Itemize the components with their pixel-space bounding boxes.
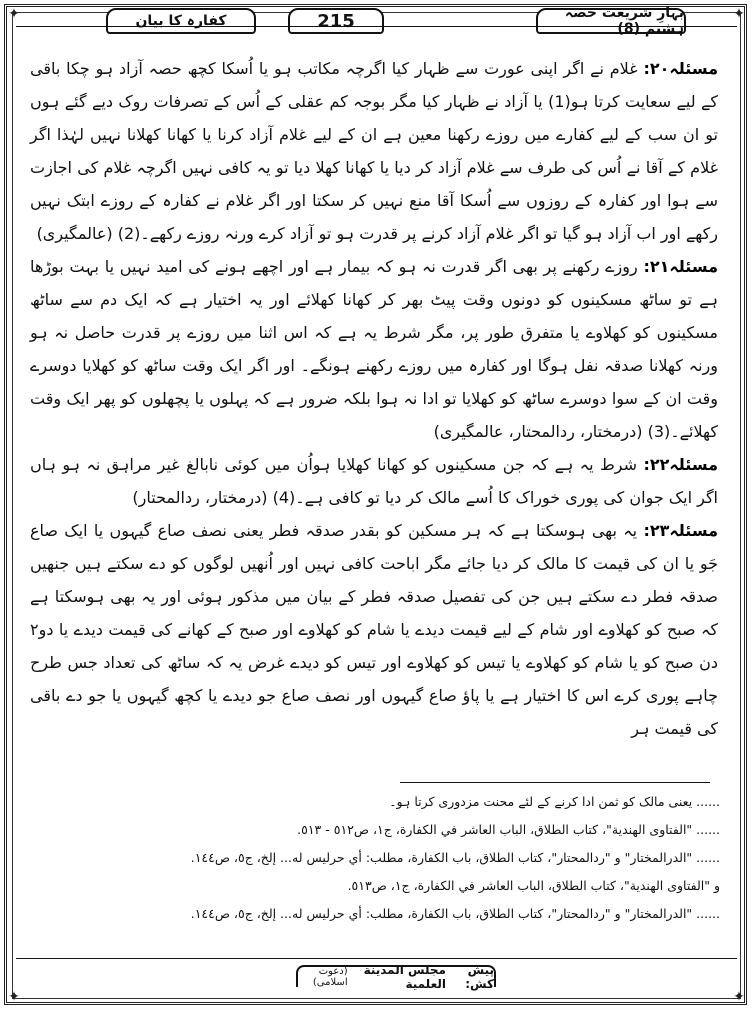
footnote: ...... "الدرالمختار" و "ردالمحتار"، كتاب الطلاق، باب الكفارة، مطلب: أي حرليس له... إلخ، ج٥، ص١٤٤. — [190, 906, 720, 921]
corner-ornament-icon: ✦ — [8, 989, 20, 1005]
page-footer — [16, 958, 737, 991]
corner-ornament-icon: ✦ — [733, 6, 745, 22]
footnote: ...... "الفتاوی الهندية"، كتاب الطلاق، الباب العاشر في الكفارة، ج١، ص٥١٢ - ٥١٣. — [297, 822, 720, 837]
footnote: ...... "الدرالمختار" و "ردالمحتار"، كتاب الطلاق، باب الكفارة، مطلب: أي حرليس له... إلخ، ج٥، ص١٤٤. — [190, 850, 720, 865]
paragraph-text: یہ بھی ہوسکتا ہے کہ ہر مسکین کو بقدر صدقہ فطر یعنی نصف صاع گیہوں یا ایک صاع جَو یا ان کی قیمت کا مالک کر دیا جائے مگر اباحت کافی نہیں اور اُنھیں لوگوں کو دے سکتے ہیں جنھیں صدقہ فطر دے سکتے ہیں جن کی تفصیل صدقہ فطر کے بیان میں مذکور ہوئی اور یہ بھی ہوسکتا ہے کہ صبح کو کھلاوے اور شام کے لیے قیمت دیدے یا شام کو کھلاوے اور صبح کے کھانے کی قیمت دیدے یا دو۲ دن صبح کو یا شام کو کھلاوے یا تیس کو کھلاوے اور تیس کو دیدے غرض یہ کہ ساٹھ کی تعداد جس طرح چاہے پوری کرے اس کا اختیار ہے یا پاؤ صاع گیہوں اور نصف صاع جو دیدے یا کچھ گیہوں یا جو دے باقی کی قیمت ہر — [30, 521, 719, 738]
publisher-box — [296, 963, 496, 991]
header-rule — [16, 26, 737, 27]
footnote: و "الفتاوی الهندية"، كتاب الطلاق، الباب العاشر في الكفارة، ج١، ص٥١٣. — [347, 878, 720, 893]
page-number: 215 — [288, 8, 384, 34]
presenter-label: پیش کش: — [465, 963, 494, 991]
chapter-title: کفارہ کا بیان — [106, 8, 256, 34]
corner-ornament-icon: ✦ — [8, 6, 20, 22]
footnotes — [30, 790, 720, 930]
paragraph-text: شرط یہ ہے کہ جن مسکینوں کو کھانا کھلایا ہواُن میں کوئی نابالغ غیر مراہق نہ ہو ہاں اگر ایک جوان کی پوری خوراک کا اُسے مالک کر دیا تو کافی ہے۔(4) (درمختار، ردالمحتار) — [30, 455, 718, 507]
paragraph-text: غلام نے اگر اپنی عورت سے ظہار کیا اگرچہ مکاتب ہو یا اُسکا کچھ حصہ آزاد ہو چکا باقی کے لیے سعایت کرتا ہو(1) یا آزاد نے ظہار کیا مگر بوجہ کم عقلی کے اُس کے تصرفات روک دیے گئے ہوں تو ان سب کے لیے کفارے میں روزے رکھنا معین ہے ان کے لیے غلام آزاد کرنا یا کھانا کھلانا نہیں لہٰذا اگر غلام کے آقا نے اُس کی طرف سے غلام آزاد کر دیا یا کھانا کھلا دیا تو یہ کافی نہیں اگرچہ غلام کی اجازت سے ہوا اور کفارہ کے روزوں سے اُسکا آقا منع نہیں کر سکتا اور اگر غلام نے کفارہ کے روزے ابتک نہیں رکھے اور اب آزاد ہو گیا تو اگر غلام آزاد کرنے پر قدرت ہو تو آزاد کرے ورنہ روزے رکھے۔(2) (عالمگیری) — [30, 59, 719, 243]
footnote: ...... یعنی مالک کو ثمن ادا کرنے کے لئے محنت مزدوری کرتا ہو۔ — [389, 794, 720, 809]
book-title: بہارِ شریعت حصہ ہشتم (8) — [536, 8, 686, 34]
paragraph-masala-21 — [30, 250, 718, 448]
footnote-separator — [400, 782, 710, 783]
paragraph-text: روزے رکھنے پر بھی اگر قدرت نہ ہو کہ بیمار ہے اور اچھے ہونے کی امید نہیں یا بہت بوڑھا ہے تو ساٹھ مسکینوں کو دونوں وقت پیٹ بھر کر کھانا کھلائے اور یہ اختیار ہے کہ ایک دم سے ساٹھ مسکینوں کو کھلاوے یا متفرق طور پر، مگر شرط یہ ہے کہ اس اثنا میں روزے پر قدرت حاصل نہ ہو ورنہ کھلانا صدقہ نفل ہوگا اور کفارہ میں روزے رکھنے ہونگے۔ اور اگر ایک وقت ساٹھ کو کھلایا دوسرے وقت ان کے سوا دوسرے ساٹھ کو کھلایا تو ادا نہ ہوا بلکہ ضرور ہے کہ پہلوں یا پچھلوں کو پھر ایک وقت کھلائے۔(3) (درمختار، ردالمحتار، عالمگیری) — [30, 257, 718, 441]
paragraph-masala-20 — [30, 52, 718, 250]
paragraph-masala-22 — [30, 448, 718, 514]
masala-label: مسئلہ۲۱: — [643, 257, 718, 276]
main-text — [30, 52, 718, 745]
paragraph-masala-23 — [30, 514, 718, 745]
publisher-name: مجلس المدينة العلمية — [363, 963, 446, 991]
publisher-sub: (دعوت اسلامی) — [312, 966, 348, 988]
masala-label: مسئلہ۲۲: — [643, 455, 718, 474]
page-header — [16, 5, 737, 37]
masala-label: مسئلہ۲۳: — [643, 521, 718, 540]
masala-label: مسئلہ۲۰: — [643, 59, 719, 78]
corner-ornament-icon: ✦ — [733, 989, 745, 1005]
